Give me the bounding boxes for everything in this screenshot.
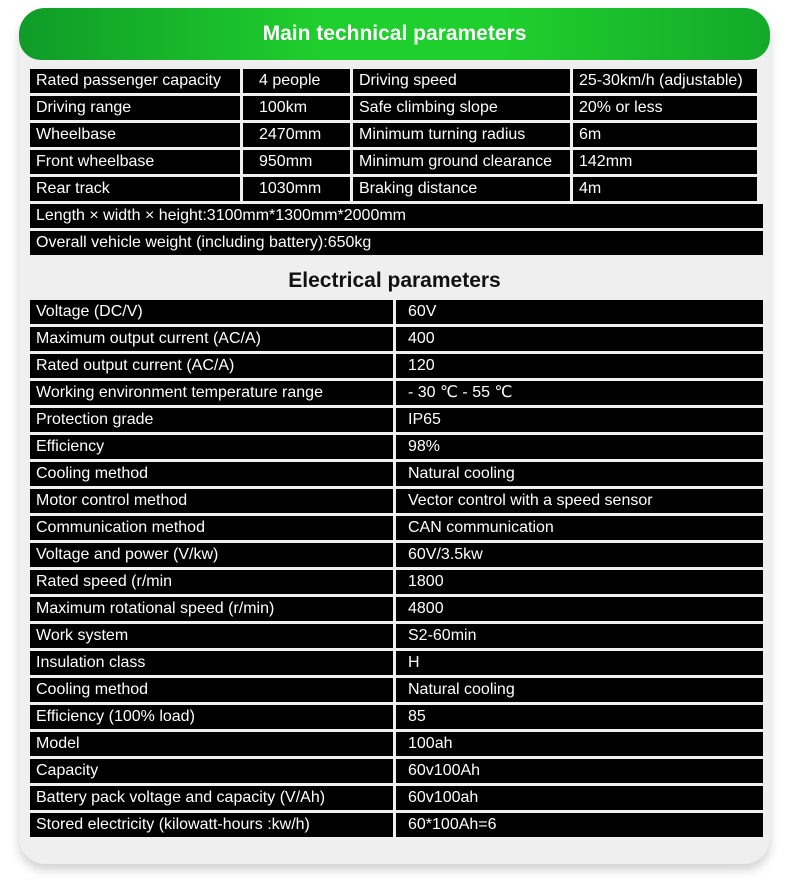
tech-label: Wheelbase <box>30 123 240 147</box>
elec-label: Communication method <box>30 516 393 540</box>
elec-label: Protection grade <box>30 408 393 432</box>
elec-value: S2-60min <box>396 624 763 648</box>
elec-value: 1800 <box>396 570 763 594</box>
tech-value: 20% or less <box>573 96 757 120</box>
tech-label: Rated passenger capacity <box>30 69 240 93</box>
elec-label: Maximum rotational speed (r/min) <box>30 597 393 621</box>
dimensions-row: Length × width × height:3100mm*1300mm*2000mm <box>30 204 763 228</box>
page-title: Main technical parameters <box>19 8 770 60</box>
elec-value: H <box>396 651 763 675</box>
electrical-title: Electrical parameters <box>288 269 501 292</box>
elec-label: Efficiency (100% load) <box>30 705 393 729</box>
elec-label: Rated output current (AC/A) <box>30 354 393 378</box>
tech-value: 4 people <box>243 69 350 93</box>
tech-value: 950mm <box>243 150 350 174</box>
tech-value: 142mm <box>573 150 757 174</box>
elec-value: 60V <box>396 300 763 324</box>
tech-value: 1030mm <box>243 177 350 201</box>
elec-value: 100ah <box>396 732 763 756</box>
tech-label: Rear track <box>30 177 240 201</box>
elec-value: 60V/3.5kw <box>396 543 763 567</box>
elec-value: Natural cooling <box>396 462 763 486</box>
elec-label: Cooling method <box>30 678 393 702</box>
elec-label: Cooling method <box>30 462 393 486</box>
elec-value: 98% <box>396 435 763 459</box>
elec-label: Motor control method <box>30 489 393 513</box>
tech-label: Front wheelbase <box>30 150 240 174</box>
tech-value: 2470mm <box>243 123 350 147</box>
elec-label: Battery pack voltage and capacity (V/Ah) <box>30 786 393 810</box>
elec-label: Voltage (DC/V) <box>30 300 393 324</box>
elec-label: Model <box>30 732 393 756</box>
elec-value: 120 <box>396 354 763 378</box>
elec-label: Work system <box>30 624 393 648</box>
elec-value: 85 <box>396 705 763 729</box>
elec-value: - 30 ℃ - 55 ℃ <box>396 381 763 405</box>
elec-value: Vector control with a speed sensor <box>396 489 763 513</box>
tech-label: Braking distance <box>353 177 570 201</box>
elec-value: Natural cooling <box>396 678 763 702</box>
tech-value: 25-30km/h (adjustable) <box>573 69 757 93</box>
electrical-table <box>30 300 763 837</box>
tech-label: Safe climbing slope <box>353 96 570 120</box>
weight-row: Overall vehicle weight (including battery):650kg <box>30 231 763 255</box>
elec-value: IP65 <box>396 408 763 432</box>
elec-label: Stored electricity (kilowatt-hours :kw/h) <box>30 813 393 837</box>
tech-value: 6m <box>573 123 757 147</box>
tech-value: 4m <box>573 177 757 201</box>
tech-label: Driving range <box>30 96 240 120</box>
elec-label: Insulation class <box>30 651 393 675</box>
elec-value: 60v100ah <box>396 786 763 810</box>
elec-value: CAN communication <box>396 516 763 540</box>
elec-value: 400 <box>396 327 763 351</box>
technical-table <box>30 69 763 201</box>
elec-value: 60*100Ah=6 <box>396 813 763 837</box>
tech-label: Driving speed <box>353 69 570 93</box>
tech-value: 100km <box>243 96 350 120</box>
elec-label: Maximum output current (AC/A) <box>30 327 393 351</box>
tech-label: Minimum ground clearance <box>353 150 570 174</box>
tech-label: Minimum turning radius <box>353 123 570 147</box>
elec-label: Rated speed (r/min <box>30 570 393 594</box>
elec-label: Working environment temperature range <box>30 381 393 405</box>
elec-label: Capacity <box>30 759 393 783</box>
elec-value: 4800 <box>396 597 763 621</box>
elec-label: Voltage and power (V/kw) <box>30 543 393 567</box>
elec-label: Efficiency <box>30 435 393 459</box>
elec-value: 60v100Ah <box>396 759 763 783</box>
